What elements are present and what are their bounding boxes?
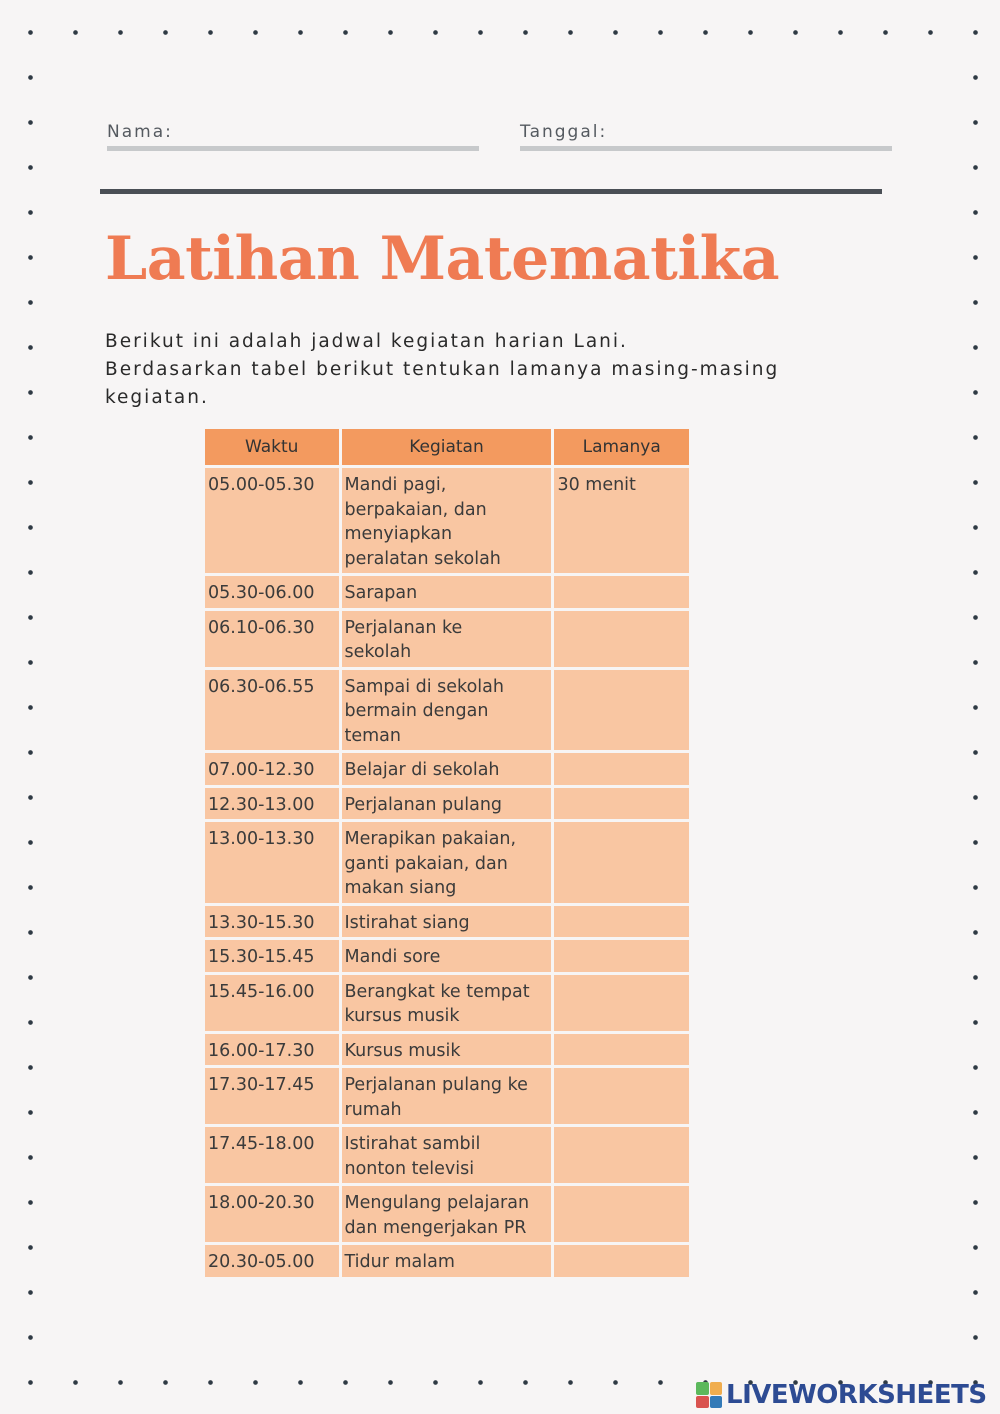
time-cell: 06.10-06.30 xyxy=(205,611,339,667)
schedule-table xyxy=(202,426,692,1280)
activity-line: Kursus musik xyxy=(344,1040,461,1061)
activity-cell xyxy=(342,1068,552,1124)
activity-line: makan siang xyxy=(344,878,457,898)
activity-line: menyiapkan xyxy=(344,524,453,544)
activity-cell xyxy=(342,1034,552,1066)
activity-line: kursus musik xyxy=(344,1006,460,1026)
duration-answer-cell[interactable]: 30 menit xyxy=(554,468,689,573)
duration-answer-cell[interactable] xyxy=(554,1186,689,1242)
activity-cell xyxy=(342,822,552,903)
logo-square xyxy=(696,1396,709,1409)
activity-cell xyxy=(342,1127,552,1183)
duration-answer-cell[interactable] xyxy=(554,788,689,820)
activity-line: ganti pakaian, dan xyxy=(344,853,508,874)
activity-cell xyxy=(342,670,552,751)
activity-cell xyxy=(342,468,552,573)
duration-answer-cell[interactable] xyxy=(554,1245,689,1277)
table-row xyxy=(205,753,689,785)
logo-square xyxy=(696,1382,709,1395)
duration-answer-cell[interactable] xyxy=(554,1068,689,1124)
duration-answer-cell[interactable] xyxy=(554,611,689,667)
activity-line: Tidur malam xyxy=(344,1252,455,1272)
date-field[interactable] xyxy=(520,146,892,151)
table-row xyxy=(205,940,689,972)
schedule-body xyxy=(205,468,689,1277)
column-header-activity: Kegiatan xyxy=(342,429,552,465)
time-cell: 07.00-12.30 xyxy=(205,753,339,785)
header-divider xyxy=(100,189,882,194)
activity-cell xyxy=(342,1245,552,1277)
duration-answer-cell[interactable] xyxy=(554,822,689,903)
table-row xyxy=(205,670,689,751)
activity-line: bermain dengan xyxy=(344,701,489,721)
time-cell: 12.30-13.00 xyxy=(205,788,339,820)
activity-line: peralatan sekolah xyxy=(344,548,501,569)
liveworksheets-logo-icon xyxy=(696,1382,722,1408)
table-row xyxy=(205,576,689,608)
time-cell: 15.45-16.00 xyxy=(205,975,339,1031)
table-row xyxy=(205,611,689,667)
duration-answer-cell[interactable] xyxy=(554,670,689,751)
table-row xyxy=(205,906,689,938)
activity-cell xyxy=(342,788,552,820)
duration-answer-cell[interactable] xyxy=(554,576,689,608)
activity-line: Sarapan xyxy=(344,583,418,603)
time-cell: 05.30-06.00 xyxy=(205,576,339,608)
table-row xyxy=(205,468,689,573)
activity-line: dan mengerjakan PR xyxy=(344,1217,527,1238)
activity-line: Perjalanan pulang ke xyxy=(344,1075,528,1095)
activity-line: Perjalanan pulang xyxy=(344,794,503,815)
instructions-line: kegiatan. xyxy=(105,387,209,408)
liveworksheets-logo xyxy=(696,1378,987,1412)
logo-square xyxy=(710,1396,723,1409)
time-cell: 15.30-15.45 xyxy=(205,940,339,972)
instructions-line: Berdasarkan tabel berikut tentukan lamanya masing-masing xyxy=(105,359,780,380)
column-header-time: Waktu xyxy=(205,429,339,465)
activity-line: rumah xyxy=(344,1099,402,1120)
activity-cell xyxy=(342,1186,552,1242)
time-cell: 17.30-17.45 xyxy=(205,1068,339,1124)
duration-answer-cell[interactable] xyxy=(554,906,689,938)
column-header-duration: Lamanya xyxy=(554,429,689,465)
activity-line: Merapikan pakaian, xyxy=(344,829,517,849)
duration-answer-cell[interactable] xyxy=(554,1127,689,1183)
activity-line: Istirahat sambil xyxy=(344,1134,481,1154)
instructions xyxy=(105,328,865,412)
time-cell: 05.00-05.30 xyxy=(205,468,339,573)
activity-line: Istirahat siang xyxy=(344,912,470,933)
activity-line: Mandi pagi, xyxy=(344,475,447,495)
activity-line: Sampai di sekolah xyxy=(344,676,504,697)
duration-answer-cell[interactable] xyxy=(554,1034,689,1066)
activity-cell xyxy=(342,940,552,972)
duration-answer-cell[interactable] xyxy=(554,940,689,972)
instructions-line: Berikut ini adalah jadwal kegiatan harian Lani. xyxy=(105,331,628,352)
activity-line: Perjalanan ke xyxy=(344,617,463,638)
activity-line: Berangkat ke tempat xyxy=(344,981,530,1002)
activity-line: nonton televisi xyxy=(344,1158,475,1179)
page-title: Latihan Matematika xyxy=(105,224,780,294)
table-row xyxy=(205,788,689,820)
logo-square xyxy=(710,1382,723,1395)
activity-cell xyxy=(342,975,552,1031)
table-row xyxy=(205,1186,689,1242)
activity-cell xyxy=(342,576,552,608)
table-row xyxy=(205,1034,689,1066)
table-row xyxy=(205,1068,689,1124)
time-cell: 17.45-18.00 xyxy=(205,1127,339,1183)
table-row xyxy=(205,1127,689,1183)
time-cell: 18.00-20.30 xyxy=(205,1186,339,1242)
activity-line: berpakaian, dan xyxy=(344,499,487,520)
date-label: Tanggal: xyxy=(520,122,608,142)
activity-line: sekolah xyxy=(344,642,412,662)
activity-cell xyxy=(342,611,552,667)
activity-line: Mandi sore xyxy=(344,947,441,967)
activity-cell xyxy=(342,753,552,785)
activity-line: Mengulang pelajaran xyxy=(344,1193,530,1213)
activity-line: Belajar di sekolah xyxy=(344,760,500,780)
time-cell: 13.00-13.30 xyxy=(205,822,339,903)
time-cell: 13.30-15.30 xyxy=(205,906,339,938)
table-header-row xyxy=(205,429,689,465)
time-cell: 16.00-17.30 xyxy=(205,1034,339,1066)
name-label: Nama: xyxy=(107,122,173,142)
name-field[interactable] xyxy=(107,146,479,151)
table-row xyxy=(205,975,689,1031)
activity-cell xyxy=(342,906,552,938)
time-cell: 20.30-05.00 xyxy=(205,1245,339,1277)
duration-answer-cell[interactable] xyxy=(554,753,689,785)
time-cell: 06.30-06.55 xyxy=(205,670,339,751)
duration-answer-cell[interactable] xyxy=(554,975,689,1031)
table-row xyxy=(205,1245,689,1277)
activity-line: teman xyxy=(344,725,401,746)
table-row xyxy=(205,822,689,903)
logo-text: LIVEWORKSHEETS xyxy=(726,1380,987,1410)
